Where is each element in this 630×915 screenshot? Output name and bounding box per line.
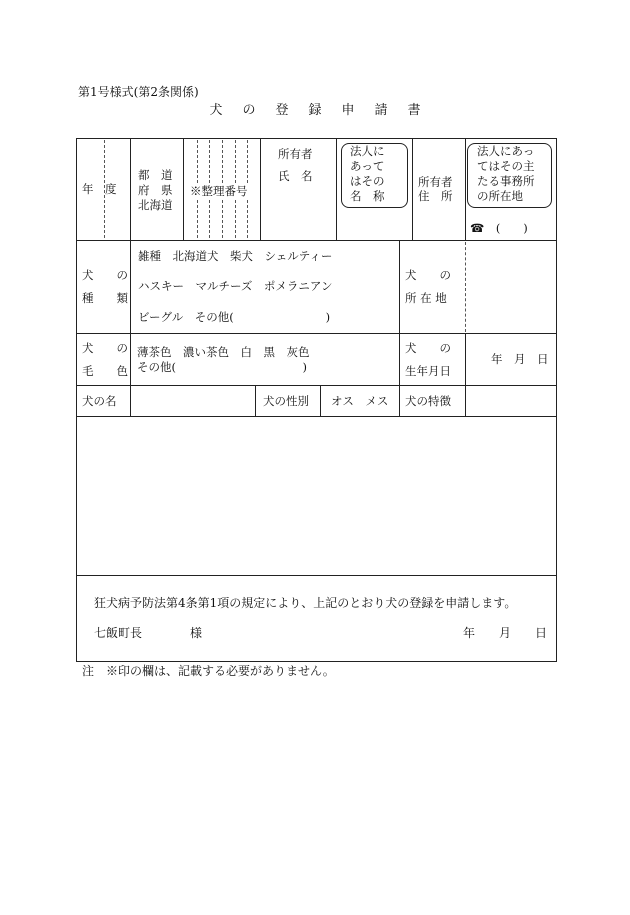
color-label-line1: 犬 の	[82, 341, 128, 355]
serial-number-label: ※整理番号	[190, 184, 248, 198]
owner-name-line2: 氏 名	[278, 169, 313, 183]
dog-location-line1: 犬 の	[405, 268, 451, 282]
corp-name-line1: 法人に	[350, 144, 385, 158]
prefecture-line2: 府 県	[138, 183, 173, 197]
corp-office-line2: てはその主	[477, 159, 535, 173]
color-options-line2: その他( )	[137, 360, 307, 374]
dog-sex-label: 犬の性別	[263, 394, 309, 408]
birth-label-line1: 犬 の	[405, 341, 451, 355]
declaration-text: 狂犬病予防法第4条第1項の規定により、上記のとおり犬の登録を申請します。	[94, 596, 517, 610]
corp-office-line1: 法人にあっ	[477, 144, 535, 158]
year-label: 年 度	[82, 182, 117, 196]
application-date: 年 月 日	[463, 626, 548, 640]
corp-office-line3: たる事務所	[477, 174, 535, 188]
birth-label-line2: 生年月日	[405, 364, 451, 378]
form-title: 犬の登録申請書	[209, 103, 441, 118]
owner-name-line1: 所有者	[278, 147, 313, 161]
breed-options-line3: ビーグル その他( )	[138, 310, 331, 324]
dog-sex-options: オス メス	[331, 394, 389, 408]
corp-name-line2: あって	[350, 159, 385, 173]
addressee: 七飯町長 様	[94, 626, 203, 640]
breed-label-line1: 犬 の	[82, 268, 128, 282]
prefecture-line1: 都 道	[138, 168, 173, 182]
phone-label: ☎ ( )	[470, 221, 528, 235]
owner-address-line2: 住 所	[418, 189, 453, 203]
prefecture-line3: 北海道	[138, 198, 173, 212]
corp-name-line4: 名 称	[350, 189, 385, 203]
corp-office-line4: の所在地	[477, 189, 523, 203]
footer-note: 注 ※印の欄は、記載する必要がありません。	[82, 664, 335, 678]
breed-options-line2: ハスキー マルチーズ ポメラニアン	[138, 279, 333, 293]
color-label-line2: 毛 色	[82, 364, 128, 378]
color-options-line1: 薄茶色 濃い茶色 白 黒 灰色	[137, 345, 310, 359]
dog-features-label: 犬の特徴	[405, 394, 451, 408]
corp-name-line3: はその	[350, 174, 385, 188]
birth-date-value: 年 月 日	[491, 352, 549, 366]
dog-location-line2: 所 在 地	[405, 291, 447, 305]
breed-options-line1: 雑種 北海道犬 柴犬 シェルティー	[138, 249, 333, 263]
breed-label-line2: 種 類	[82, 291, 128, 305]
dog-name-label: 犬の名	[82, 394, 117, 408]
owner-address-line1: 所有者	[418, 175, 453, 189]
form-label: 第1号様式(第2条関係)	[78, 85, 199, 99]
